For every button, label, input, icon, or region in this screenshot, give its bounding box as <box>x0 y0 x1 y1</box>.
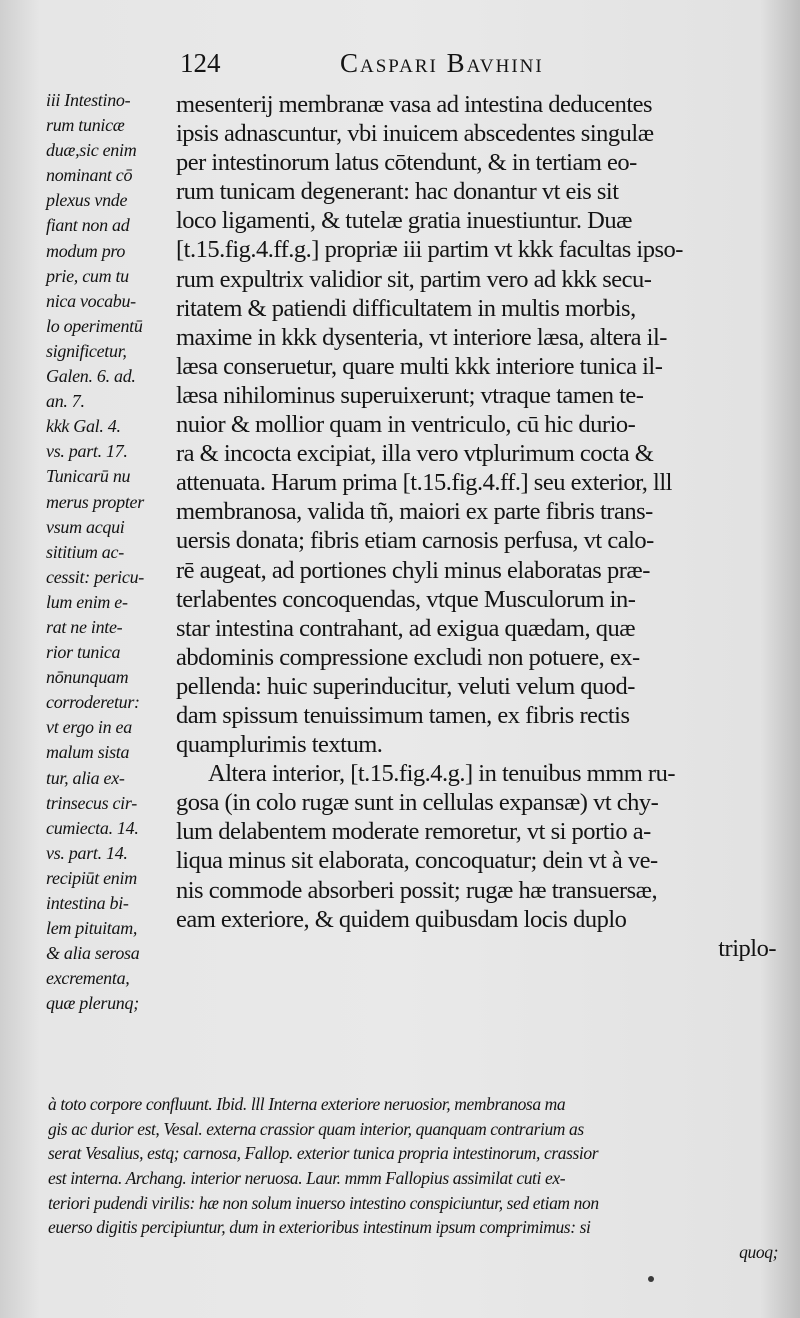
margin-note-line: vsum acqui <box>46 516 125 537</box>
margin-note-line: plexus vnde <box>46 190 128 211</box>
margin-note-line: vs. part. 17. <box>46 441 128 462</box>
margin-note-line: an. 7. <box>46 391 85 412</box>
margin-note-line: significetur, <box>46 340 127 361</box>
body-line: rum tunicam degenerant: hac donantur vt eis sit <box>176 178 619 206</box>
running-head: Caspari Bavhini <box>340 48 544 78</box>
margin-note-line: vt ergo in ea <box>46 717 132 738</box>
body-line: liqua minus sit elaborata, concoquatur; dein vt à ve- <box>176 847 658 875</box>
margin-note-line: prie, cum tu <box>46 265 129 286</box>
body-line: lum delabentem moderate remoretur, vt si portio a- <box>176 818 651 846</box>
margin-note-line: intestina bi- <box>46 893 129 913</box>
body-line: uersis donata; fibris etiam carnosis perfusa, vt calo- <box>176 527 654 555</box>
body-line: ritatem & patiendi difficultatem in multis morbis, <box>176 294 636 322</box>
margin-note-line: vs. part. 14. <box>46 842 128 863</box>
margin-note-line: Tunicarū nu <box>46 466 131 487</box>
margin-note-line: iii Intestino- <box>46 90 131 110</box>
body-line: rē augeat, ad portiones chyli minus elaboratas præ- <box>176 556 650 584</box>
catchword: triplo- <box>718 934 776 962</box>
footnote-line: teriori pudendi virilis: hæ non solum inuerso intestino conspiciuntur, sed etiam non <box>48 1192 599 1213</box>
body-line: loco ligamenti, & tutelæ gratia inuestiuntur. Duæ <box>176 207 632 235</box>
body-line: nuior & mollior quam in ventriculo, cū hic durio- <box>176 411 636 439</box>
margin-note-line: & alia serosa <box>46 943 140 964</box>
margin-note-line: merus propter <box>46 491 144 512</box>
body-line: star intestina contrahant, ad exigua quædam, quæ <box>176 614 636 642</box>
footnotes <box>48 1092 778 1265</box>
footnote-line: gis ac durior est, Vesal. externa crassior quam interior, quanquam contrarium as <box>48 1118 584 1139</box>
body-line: abdominis compressione excludi non potuere, ex- <box>176 643 640 671</box>
margin-note-line: rum tunicæ <box>46 115 125 136</box>
margin-note-line: rior tunica <box>46 642 121 663</box>
margin-note-line: nominant cō <box>46 165 133 186</box>
margin-note-line: lo operimentū <box>46 315 143 336</box>
margin-note-line: trinsecus cir- <box>46 792 137 813</box>
margin-note-line: duæ,sic enim <box>46 140 137 161</box>
main-text <box>176 90 776 963</box>
page-number: 124 <box>180 48 221 78</box>
margin-note-line: lum enim e- <box>46 591 128 612</box>
margin-note-line: sititium ac- <box>46 541 124 562</box>
body-line: ra & incocta excipiat, illa vero vtplurimum cocta & <box>176 440 654 468</box>
footnote-line: est interna. Archang. interior neruosa. Laur. mmm Fallopius assimilat cuti ex- <box>48 1168 566 1189</box>
page-header <box>0 48 800 88</box>
margin-note-line: cessit: pericu- <box>46 566 144 587</box>
margin-note-line: excrementa, <box>46 968 130 989</box>
footnote-line: euerso digitis percipiuntur, dum in exterioribus intestinum ipsum comprimimus: si <box>48 1217 591 1238</box>
margin-note-line: malum sista <box>46 742 130 763</box>
body-line: eam exteriore, & quidem quibusdam locis duplo <box>176 905 627 933</box>
ink-spot <box>648 1276 654 1282</box>
body-line: gosa (in colo rugæ sunt in cellulas expansæ) vt chy- <box>176 789 659 817</box>
body-line: rum expultrix validior sit, partim vero ad kkk secu- <box>176 265 652 293</box>
margin-note-line: cumiecta. 14. <box>46 817 139 838</box>
margin-note-line: fiant non ad <box>46 215 130 236</box>
footnote-catchword: quoq; <box>739 1242 778 1263</box>
body-line: Altera interior, [t.15.fig.4.g.] in tenuibus mmm ru- <box>208 760 676 788</box>
footnote-line: à toto corpore confluunt. Ibid. lll Interna exteriore neruosior, membranosa ma <box>48 1094 566 1114</box>
margin-note-line: tur, alia ex- <box>46 767 125 788</box>
margin-note-line: Galen. 6. ad. <box>46 366 136 387</box>
marginal-notes <box>46 88 178 1016</box>
body-line: ipsis adnascuntur, vbi inuicem abscedentes singulæ <box>176 120 654 148</box>
footnote-line: serat Vesalius, estq; carnosa, Fallop. exterior tunica propria intestinorum, crassior <box>48 1143 599 1164</box>
margin-note-line: quæ plerunq; <box>46 993 139 1014</box>
body-line: pellenda: huic superinducitur, veluti velum quod- <box>176 672 635 700</box>
body-line: [t.15.fig.4.ff.g.] propriæ iii partim vt kkk facultas ipso- <box>176 236 683 264</box>
body-line: quamplurimis textum. <box>176 731 383 759</box>
margin-note-line: corroderetur: <box>46 692 140 713</box>
body-line: nis commode absorberi possit; rugæ hæ transuersæ, <box>176 876 658 904</box>
margin-note-line: recipiūt enim <box>46 867 137 888</box>
body-line: dam spissum tenuissimum tamen, ex fibris rectis <box>176 701 630 729</box>
body-line: terlabentes concoquendas, vtque Musculorum in- <box>176 585 636 613</box>
body-line: membranosa, valida tñ, maiori ex parte fibris trans- <box>176 498 653 526</box>
margin-note-line: lem pituitam, <box>46 918 138 939</box>
body-line: attenuata. Harum prima [t.15.fig.4.ff.] seu exterior, lll <box>176 469 672 497</box>
margin-note-line: nōnunquam <box>46 667 129 688</box>
margin-note-line: kkk Gal. 4. <box>46 416 121 437</box>
margin-note-line: rat ne inte- <box>46 616 123 637</box>
margin-note-line: nica vocabu- <box>46 290 136 311</box>
body-line: læsa conseruetur, quare multi kkk interiore tunica il- <box>176 352 663 380</box>
body-line: per intestinorum latus cōtendunt, & in tertiam eo- <box>176 149 637 177</box>
body-line: læsa nihilominus superuixerunt; vtraque tamen te- <box>176 381 644 409</box>
body-line: maxime in kkk dysenteria, vt interiore læsa, altera il- <box>176 323 667 351</box>
margin-note-line: modum pro <box>46 240 126 261</box>
body-line: mesenterij membranæ vasa ad intestina deducentes <box>176 91 653 118</box>
